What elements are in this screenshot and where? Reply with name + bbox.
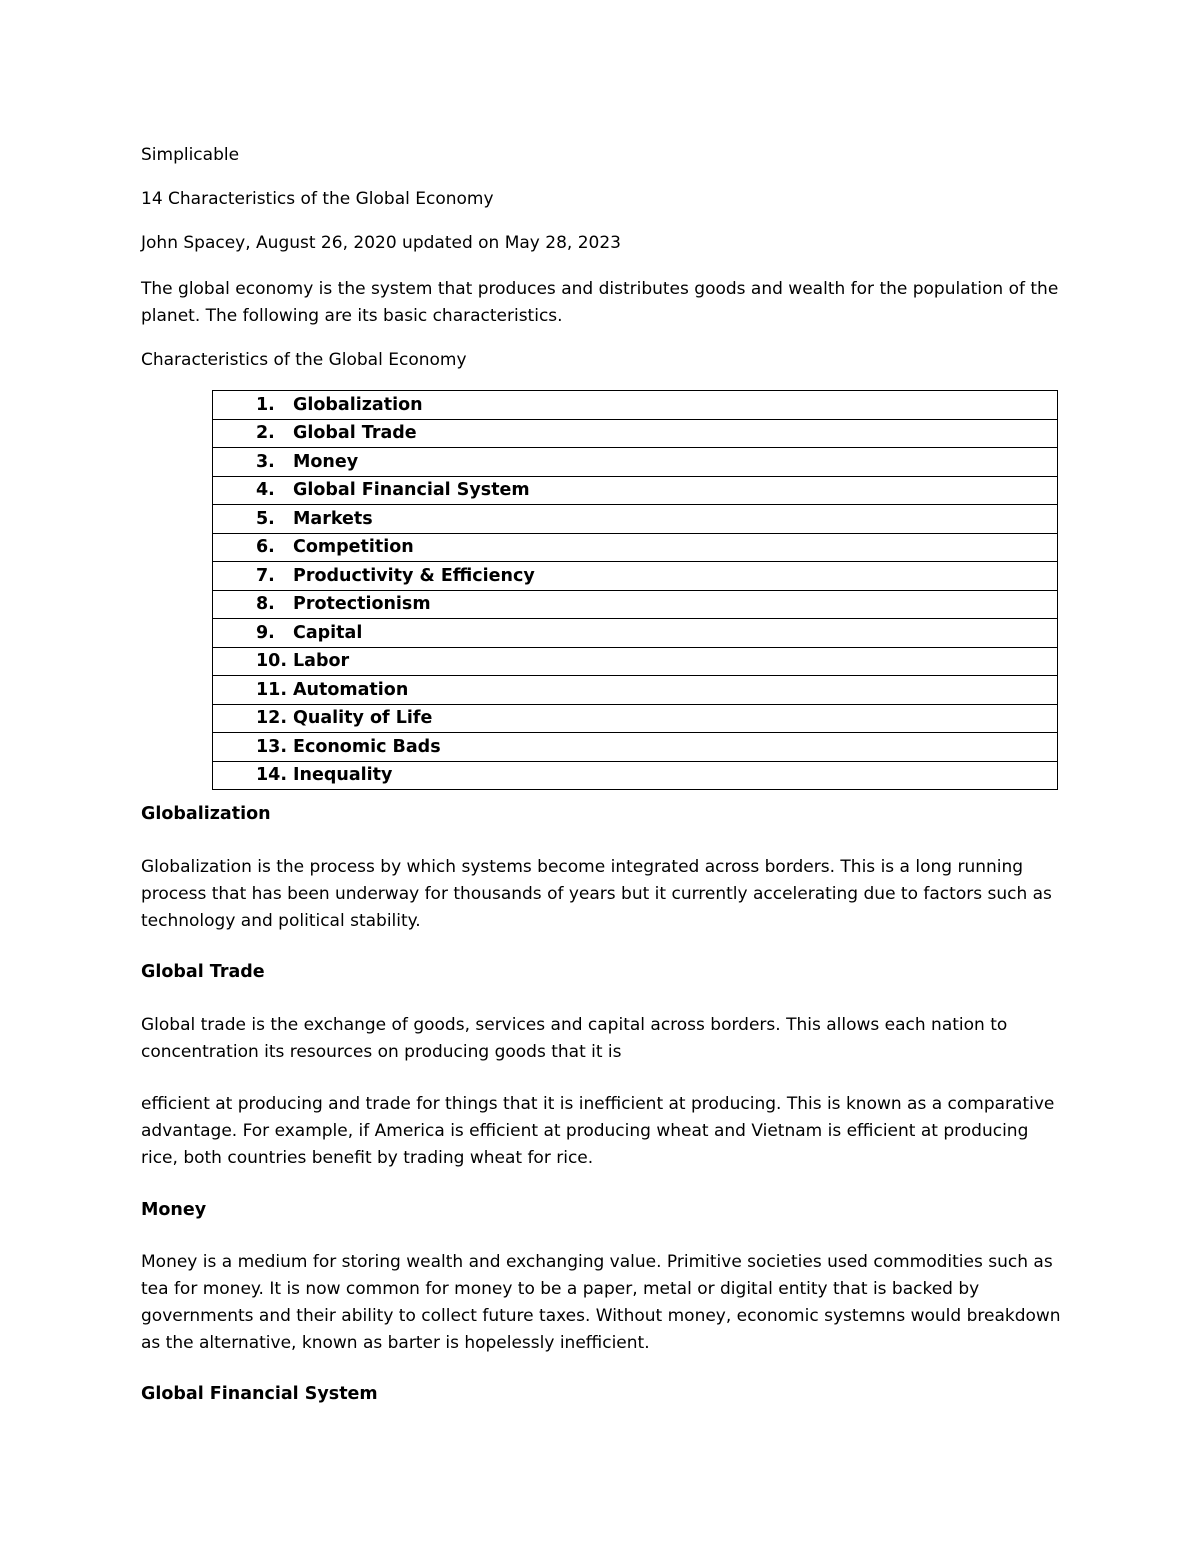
characteristic-label: Money [293, 451, 359, 472]
characteristic-number: 14. [256, 765, 288, 786]
characteristic-cell [213, 647, 1058, 676]
site-name: Simplicable [141, 145, 240, 165]
characteristic-cell [213, 619, 1058, 648]
characteristic-cell [213, 448, 1058, 477]
characteristic-number: 6. [256, 537, 275, 558]
characteristic-number: 10. [256, 651, 288, 672]
characteristic-label: Protectionism [293, 594, 431, 615]
list-caption: Characteristics of the Global Economy [141, 350, 467, 370]
characteristic-number: 11. [256, 679, 288, 700]
characteristic-label: Automation [293, 679, 409, 700]
characteristic-cell [213, 733, 1058, 762]
characteristic-row [213, 647, 1058, 676]
characteristic-cell [213, 419, 1058, 448]
characteristic-number: 9. [256, 622, 275, 643]
characteristic-number: 12. [256, 708, 288, 729]
section-body-global-trade-1: Global trade is the exchange of goods, services and capital across borders. This allows each nation to concentration its resources on producing goods that it is [141, 1015, 1008, 1062]
characteristic-row [213, 419, 1058, 448]
characteristic-label: Inequality [293, 765, 393, 786]
section-body-globalization: Globalization is the process by which systems become integrated across borders. This is a long running process that has been underway for thousands of years but it currently accelerating due to factors such as technology and political stability. [141, 857, 1052, 931]
section-heading-globalization: Globalization [141, 804, 271, 824]
characteristic-row [213, 761, 1058, 790]
characteristic-label: Capital [293, 622, 363, 643]
characteristic-row [213, 448, 1058, 477]
characteristic-label: Quality of Life [293, 708, 433, 729]
characteristic-number: 13. [256, 736, 288, 757]
characteristic-number: 1. [256, 394, 275, 415]
intro-paragraph: The global economy is the system that produces and distributes goods and wealth for the population of the planet. The following are its basic characteristics. [141, 279, 1059, 326]
characteristic-row [213, 590, 1058, 619]
characteristic-cell [213, 533, 1058, 562]
characteristic-number: 5. [256, 508, 275, 529]
characteristic-label: Labor [293, 651, 350, 672]
characteristic-cell [213, 505, 1058, 534]
characteristic-number: 4. [256, 480, 275, 501]
characteristic-cell [213, 704, 1058, 733]
characteristic-label: Global Trade [293, 423, 417, 444]
characteristic-cell [213, 391, 1058, 420]
byline: John Spacey, August 26, 2020 updated on May 28, 2023 [141, 233, 621, 253]
characteristic-row [213, 505, 1058, 534]
characteristic-row [213, 391, 1058, 420]
characteristic-cell [213, 676, 1058, 705]
characteristic-cell [213, 761, 1058, 790]
section-heading-money: Money [141, 1200, 207, 1220]
characteristic-row [213, 619, 1058, 648]
characteristic-label: Productivity & Efficiency [293, 565, 535, 586]
characteristics-table [212, 390, 1058, 790]
section-body-money: Money is a medium for storing wealth and exchanging value. Primitive societies used commodities such as tea for money. It is now common for money to be a paper, metal or digital entity that is backed by governments and their ability to collect future taxes. Without money, economic systemns would breakdown as the alternative, known as barter is hopelessly inefficient. [141, 1252, 1061, 1353]
characteristic-label: Global Financial System [293, 480, 530, 501]
characteristic-number: 3. [256, 451, 275, 472]
section-heading-global-trade: Global Trade [141, 962, 265, 982]
characteristic-row [213, 562, 1058, 591]
characteristic-number: 2. [256, 423, 275, 444]
article-title: 14 Characteristics of the Global Economy [141, 189, 494, 209]
characteristic-row [213, 476, 1058, 505]
characteristic-row [213, 676, 1058, 705]
characteristic-number: 7. [256, 565, 275, 586]
characteristic-label: Economic Bads [293, 736, 441, 757]
section-heading-global-financial-system: Global Financial System [141, 1384, 378, 1404]
characteristic-row [213, 733, 1058, 762]
characteristic-row [213, 704, 1058, 733]
characteristic-cell [213, 590, 1058, 619]
characteristic-cell [213, 476, 1058, 505]
characteristic-cell [213, 562, 1058, 591]
characteristic-label: Markets [293, 508, 373, 529]
characteristic-row [213, 533, 1058, 562]
characteristic-label: Globalization [293, 394, 423, 415]
section-body-global-trade-2: efficient at producing and trade for things that it is inefficient at producing. This is known as a comparative advantage. For example, if America is efficient at producing wheat and Vietnam is efficient at producing rice, both countries benefit by trading wheat for rice. [141, 1094, 1055, 1168]
characteristic-label: Competition [293, 537, 414, 558]
characteristic-number: 8. [256, 594, 275, 615]
